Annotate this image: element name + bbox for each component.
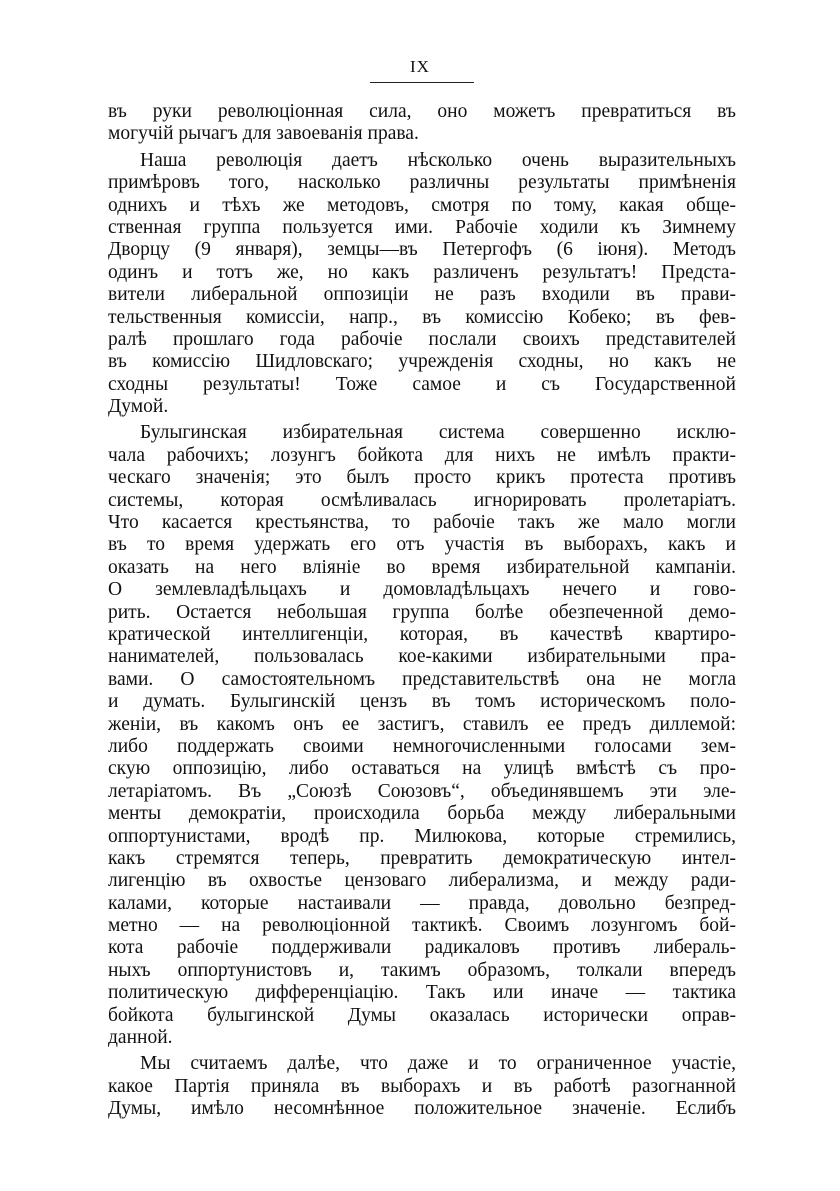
paragraph (108, 1053, 736, 1120)
text-line: женіи, въ какомъ онъ ее застигъ, ставилъ ее предъ диллемой: (108, 713, 736, 735)
text-line: данной. (108, 1027, 173, 1049)
text-line: кратической интеллигенціи, которая, въ качествѣ квартиро- (108, 623, 736, 645)
text-line: могучій рычагъ для завоеванія права. (108, 123, 419, 145)
text-line: Что касается крестьянства, то рабочіе такъ же мало могли (108, 512, 736, 534)
text-line: метно — на революціонной тактикѣ. Своимъ лозунгомъ бой- (108, 915, 736, 937)
text-line: вители либеральной оппозиціи не разъ входили въ прави- (108, 284, 736, 306)
text-line: либо поддержать своими немногочисленными голосами зем- (108, 735, 736, 757)
text-line: Мы считаемъ далѣе, что даже и то ограниченное участіе, (140, 1053, 736, 1075)
text-line: системы, которая осмѣливалась игнорировать пролетаріатъ. (108, 489, 736, 511)
text-line: однихъ и тѣхъ же методовъ, смотря по тому, какая обще- (108, 194, 736, 216)
text-line: нанимателей, пользовалась кое-какими избирательными пра- (108, 646, 736, 668)
text-line: Наша революція даетъ нѣсколько очень выразительныхъ (140, 149, 736, 171)
text-line: оппортунистами, вродѣ пр. Милюкова, которые стремились, (108, 825, 736, 847)
header-rule (370, 82, 474, 83)
text-line: калами, которые настаивали — правда, довольно безпред- (108, 892, 736, 914)
text-line: примѣровъ того, насколько различны результаты примѣненія (108, 172, 736, 194)
text-line: ралѣ прошлаго года рабочіе послали своихъ представителей (108, 328, 736, 350)
text-line: оказать на него вліяніе во время избирательной кампаніи. (108, 556, 736, 578)
text-line: вами. О самостоятельномъ представительствѣ она не могла (108, 668, 736, 690)
text-line: Думой. (108, 396, 169, 418)
text-line: и думать. Булыгинскій цензъ въ томъ историческомъ поло- (108, 691, 736, 713)
text-line: одинъ и тотъ же, но какъ различенъ результатъ! Предста- (108, 261, 736, 283)
text-line: чала рабочихъ; лозунгъ бойкота для нихъ не имѣлъ практи- (108, 444, 736, 466)
text-line: какъ стремятся теперь, превратить демократическую интел- (108, 847, 736, 869)
text-line: ныхъ оппортунистовъ и, такимъ образомъ, толкали впередъ (108, 959, 736, 981)
text-line: ственная группа пользуется ими. Рабочіе ходили къ Зимнему (108, 216, 736, 238)
text-line: сходны результаты! Тоже самое и съ Государственной (108, 373, 736, 395)
paragraph (108, 101, 736, 146)
text-line: летаріатомъ. Въ „Союзѣ Союзовъ“, объединявшемъ эти эле- (108, 780, 736, 802)
text-line: Булыгинская избирательная система совершенно исклю- (140, 422, 736, 444)
text-line: лигенцію въ охвостье цензоваго либерализма, и между ради- (108, 870, 736, 892)
text-line: рить. Остается небольшая группа болѣе обезпеченной демо- (108, 601, 736, 623)
body-text (108, 101, 736, 1121)
text-line: Дворцу (9 января), земцы—въ Петергофъ (6 іюня). Методъ (108, 239, 736, 261)
text-line: политическую дифференціацію. Такъ или иначе — тактика (108, 982, 736, 1004)
text-line: менты демократіи, происходила борьба между либеральными (108, 803, 736, 825)
text-line: въ комиссію Шидловскаго; учрежденія сходны, но какъ не (108, 351, 736, 373)
text-line: какое Партія приняла въ выборахъ и въ работѣ разогнанной (108, 1075, 736, 1097)
text-line: бойкота булыгинской Думы оказалась исторически оправ- (108, 1004, 736, 1026)
text-line: Думы, имѣло несомнѣнное положительное значеніе. Еслибъ (108, 1098, 736, 1120)
page-number: IX (410, 57, 430, 76)
text-line: скую оппозицію, либо оставаться на улицѣ вмѣстѣ съ про- (108, 758, 736, 780)
text-line: тельственныя комиссіи, напр., въ комиссію Кобеко; въ фев- (108, 306, 736, 328)
text-line: кота рабочіе поддерживали радикаловъ противъ либераль- (108, 937, 736, 959)
text-line: О землевладѣльцахъ и домовладѣльцахъ нечего и гово- (108, 579, 736, 601)
text-line: въ руки революціонная сила, оно можетъ превратиться въ (108, 101, 736, 122)
paragraph (108, 422, 736, 1049)
text-line: въ то время удержать его отъ участія въ выборахъ, какъ и (108, 534, 736, 556)
text-line: ческаго значенія; это былъ просто крикъ протеста противъ (108, 467, 736, 489)
paragraph (108, 150, 736, 419)
